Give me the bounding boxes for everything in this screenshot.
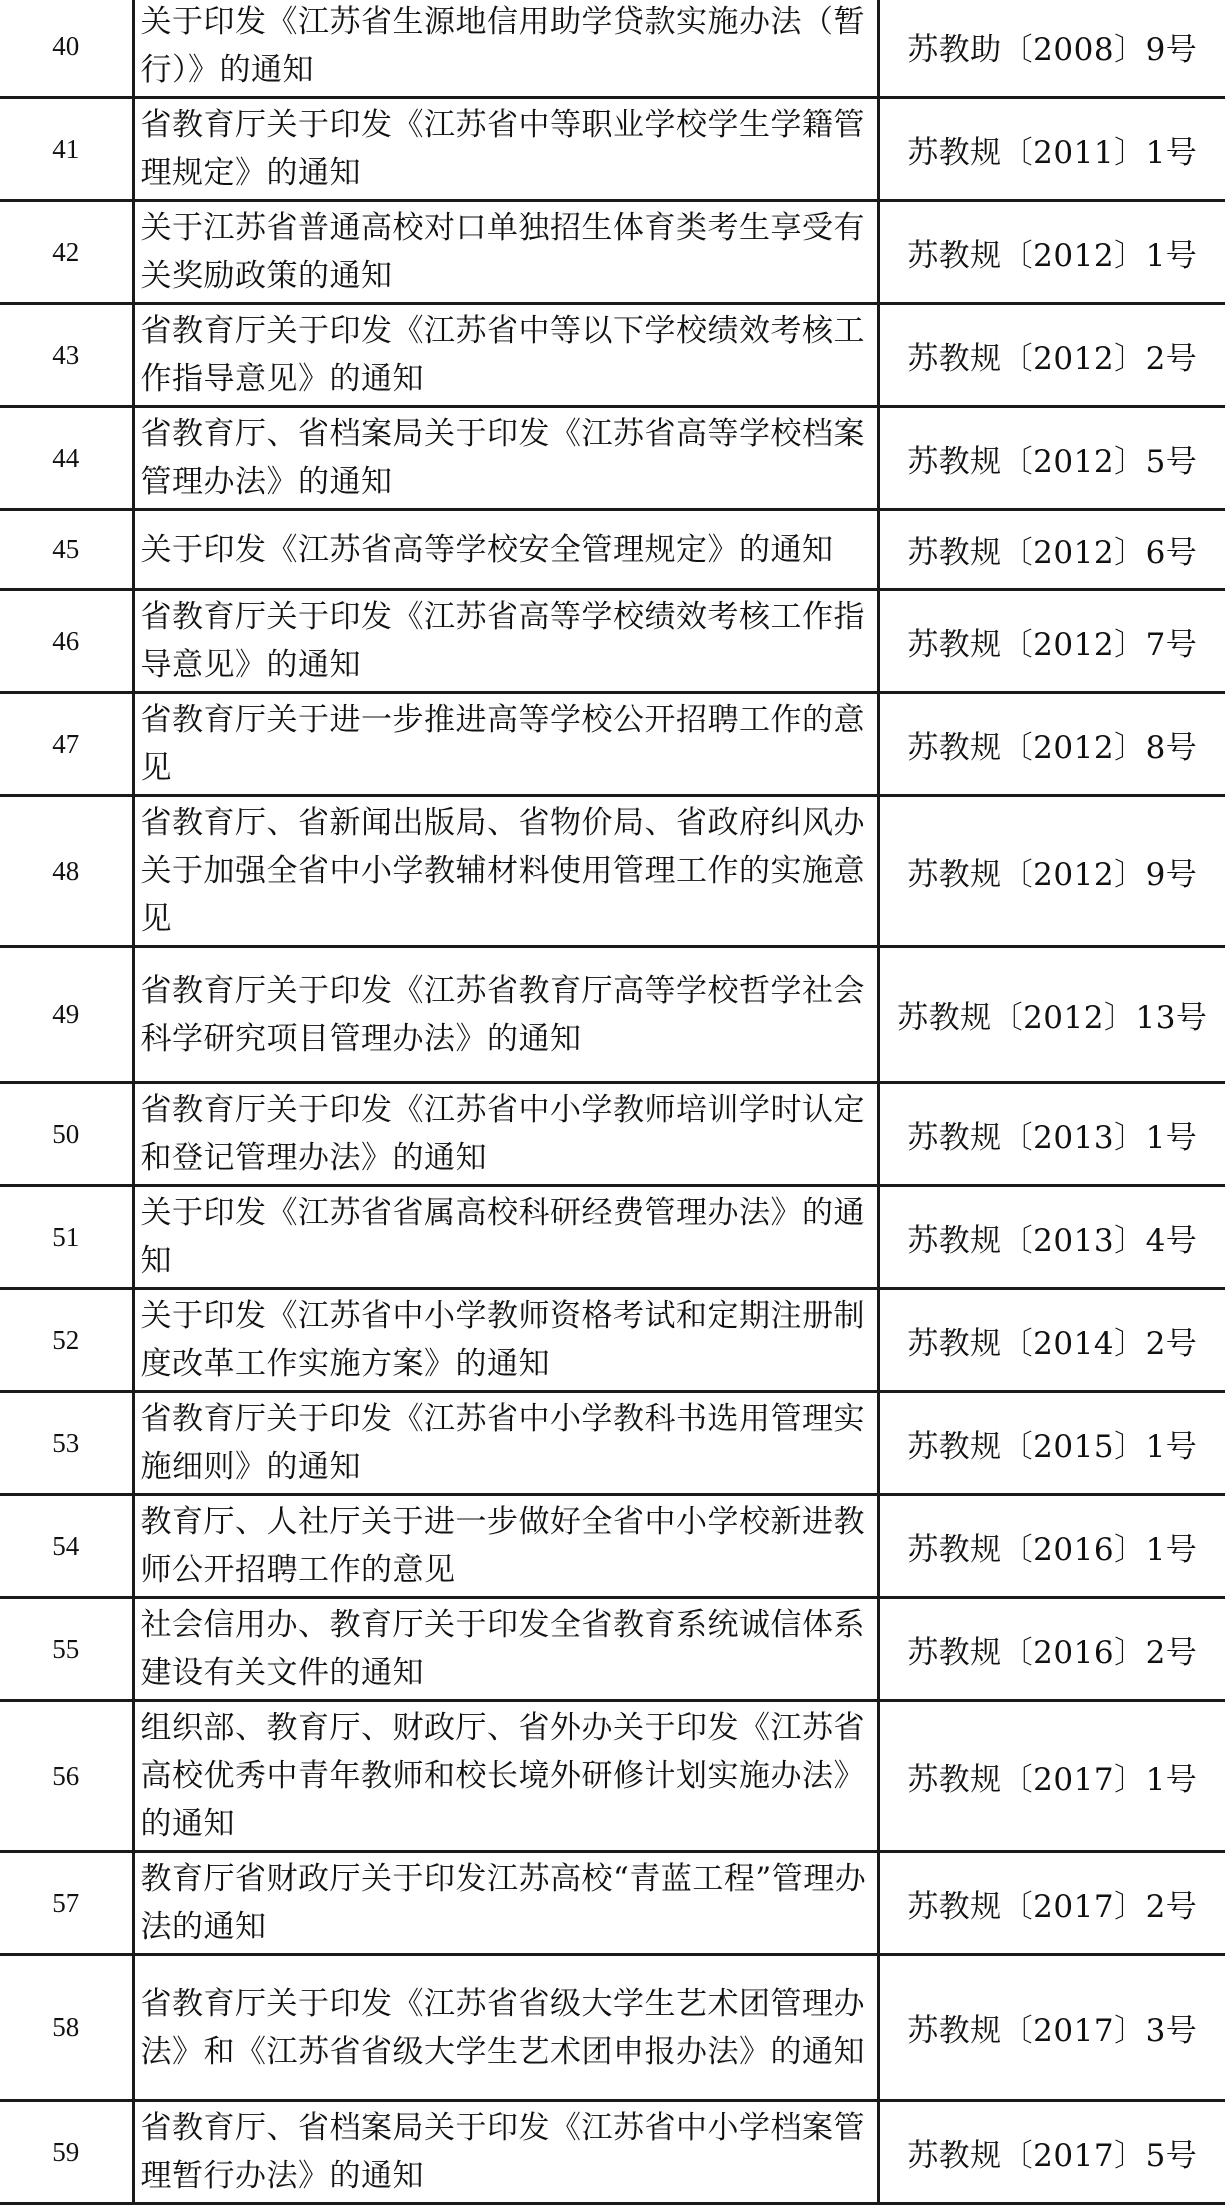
document-title: 关于江苏省普通高校对口单独招生体育类考生享受有关奖励政策的通知 bbox=[133, 201, 878, 304]
row-number: 56 bbox=[0, 1701, 133, 1852]
table-row bbox=[0, 1392, 1225, 1495]
table-row bbox=[0, 590, 1225, 693]
table-row bbox=[0, 1701, 1225, 1852]
document-number: 苏教规〔2015〕1号 bbox=[878, 1392, 1225, 1495]
document-title: 省教育厅关于印发《江苏省中等以下学校绩效考核工作指导意见》的通知 bbox=[133, 304, 878, 407]
row-number: 48 bbox=[0, 796, 133, 947]
document-title: 关于印发《江苏省中小学教师资格考试和定期注册制度改革工作实施方案》的通知 bbox=[133, 1289, 878, 1392]
row-number: 42 bbox=[0, 201, 133, 304]
document-title: 省教育厅关于印发《江苏省省级大学生艺术团管理办法》和《江苏省省级大学生艺术团申报办法》的通知 bbox=[133, 1955, 878, 2101]
table-row bbox=[0, 2101, 1225, 2204]
row-number: 53 bbox=[0, 1392, 133, 1495]
document-number: 苏教规〔2012〕13号 bbox=[878, 947, 1225, 1083]
document-number: 苏教规〔2012〕6号 bbox=[878, 510, 1225, 590]
document-number: 苏教规〔2016〕2号 bbox=[878, 1598, 1225, 1701]
document-number: 苏教助〔2008〕9号 bbox=[878, 0, 1225, 98]
row-number: 59 bbox=[0, 2101, 133, 2204]
table-row bbox=[0, 407, 1225, 510]
table-row bbox=[0, 796, 1225, 947]
row-number: 54 bbox=[0, 1495, 133, 1598]
table-row bbox=[0, 1495, 1225, 1598]
document-number: 苏教规〔2017〕2号 bbox=[878, 1852, 1225, 1955]
document-title: 省教育厅关于印发《江苏省教育厅高等学校哲学社会科学研究项目管理办法》的通知 bbox=[133, 947, 878, 1083]
row-number: 55 bbox=[0, 1598, 133, 1701]
table-row bbox=[0, 1852, 1225, 1955]
table-row bbox=[0, 1955, 1225, 2101]
document-title: 省教育厅、省新闻出版局、省物价局、省政府纠风办关于加强全省中小学教辅材料使用管理工作的实施意见 bbox=[133, 796, 878, 947]
table-row bbox=[0, 1186, 1225, 1289]
document-title: 教育厅省财政厅关于印发江苏高校“青蓝工程”管理办法的通知 bbox=[133, 1852, 878, 1955]
row-number: 46 bbox=[0, 590, 133, 693]
document-title: 省教育厅关于印发《江苏省中小学教科书选用管理实施细则》的通知 bbox=[133, 1392, 878, 1495]
table-row bbox=[0, 304, 1225, 407]
document-title: 省教育厅关于印发《江苏省高等学校绩效考核工作指导意见》的通知 bbox=[133, 590, 878, 693]
row-number: 51 bbox=[0, 1186, 133, 1289]
table-row bbox=[0, 98, 1225, 201]
table-row bbox=[0, 947, 1225, 1083]
document-title: 关于印发《江苏省高等学校安全管理规定》的通知 bbox=[133, 510, 878, 590]
row-number: 40 bbox=[0, 0, 133, 98]
document-number: 苏教规〔2012〕7号 bbox=[878, 590, 1225, 693]
document-number: 苏教规〔2013〕1号 bbox=[878, 1083, 1225, 1186]
document-title: 省教育厅关于印发《江苏省中等职业学校学生学籍管理规定》的通知 bbox=[133, 98, 878, 201]
document-title: 社会信用办、教育厅关于印发全省教育系统诚信体系建设有关文件的通知 bbox=[133, 1598, 878, 1701]
table-row bbox=[0, 510, 1225, 590]
document-title: 关于印发《江苏省生源地信用助学贷款实施办法（暂行）》的通知 bbox=[133, 0, 878, 98]
row-number: 43 bbox=[0, 304, 133, 407]
row-number: 57 bbox=[0, 1852, 133, 1955]
document-title: 关于印发《江苏省省属高校科研经费管理办法》的通知 bbox=[133, 1186, 878, 1289]
document-title: 组织部、教育厅、财政厅、省外办关于印发《江苏省高校优秀中青年教师和校长境外研修计划实施办法》的通知 bbox=[133, 1701, 878, 1852]
table-row bbox=[0, 1289, 1225, 1392]
document-title: 省教育厅、省档案局关于印发《江苏省中小学档案管理暂行办法》的通知 bbox=[133, 2101, 878, 2204]
document-title: 省教育厅关于印发《江苏省中小学教师培训学时认定和登记管理办法》的通知 bbox=[133, 1083, 878, 1186]
table-row bbox=[0, 0, 1225, 98]
document-title: 省教育厅关于进一步推进高等学校公开招聘工作的意见 bbox=[133, 693, 878, 796]
row-number: 49 bbox=[0, 947, 133, 1083]
row-number: 44 bbox=[0, 407, 133, 510]
row-number: 58 bbox=[0, 1955, 133, 2101]
document-number: 苏教规〔2011〕1号 bbox=[878, 98, 1225, 201]
document-number: 苏教规〔2012〕9号 bbox=[878, 796, 1225, 947]
document-number: 苏教规〔2012〕2号 bbox=[878, 304, 1225, 407]
row-number: 41 bbox=[0, 98, 133, 201]
table-row bbox=[0, 201, 1225, 304]
document-number: 苏教规〔2012〕1号 bbox=[878, 201, 1225, 304]
row-number: 45 bbox=[0, 510, 133, 590]
document-number: 苏教规〔2017〕3号 bbox=[878, 1955, 1225, 2101]
row-number: 47 bbox=[0, 693, 133, 796]
table-row bbox=[0, 693, 1225, 796]
document-number: 苏教规〔2014〕2号 bbox=[878, 1289, 1225, 1392]
document-number: 苏教规〔2013〕4号 bbox=[878, 1186, 1225, 1289]
document-title: 教育厅、人社厅关于进一步做好全省中小学校新进教师公开招聘工作的意见 bbox=[133, 1495, 878, 1598]
document-number: 苏教规〔2016〕1号 bbox=[878, 1495, 1225, 1598]
document-number: 苏教规〔2012〕5号 bbox=[878, 407, 1225, 510]
table-row bbox=[0, 1083, 1225, 1186]
document-title: 省教育厅、省档案局关于印发《江苏省高等学校档案管理办法》的通知 bbox=[133, 407, 878, 510]
document-number: 苏教规〔2012〕8号 bbox=[878, 693, 1225, 796]
row-number: 50 bbox=[0, 1083, 133, 1186]
row-number: 52 bbox=[0, 1289, 133, 1392]
table-row bbox=[0, 1598, 1225, 1701]
document-number: 苏教规〔2017〕5号 bbox=[878, 2101, 1225, 2204]
document-number: 苏教规〔2017〕1号 bbox=[878, 1701, 1225, 1852]
